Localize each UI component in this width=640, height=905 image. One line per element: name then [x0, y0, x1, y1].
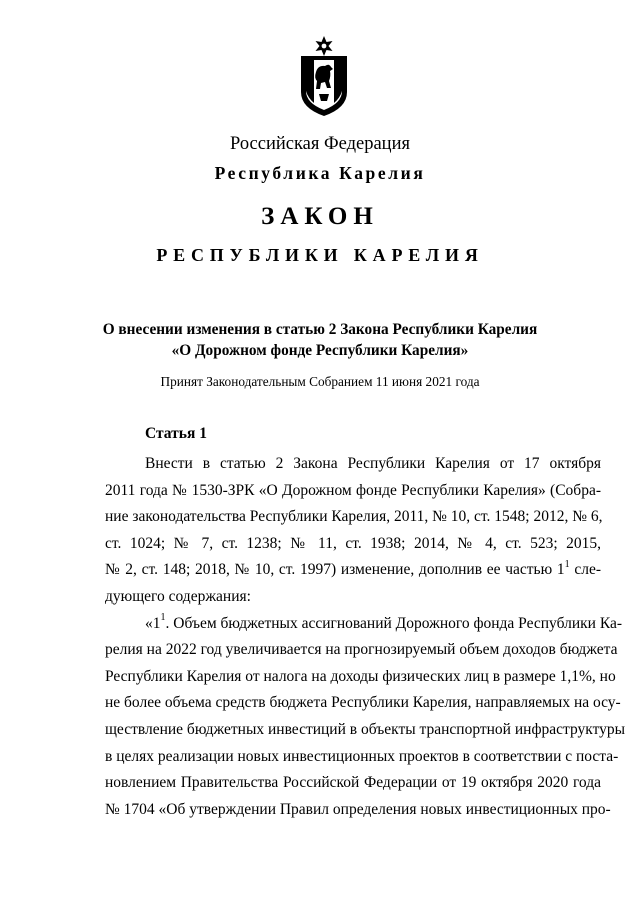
document-type-subtitle: РЕСПУБЛИКИ КАРЕЛИЯ — [156, 245, 484, 265]
article-text-line: релия на 2022 год увеличивается на прогнозируемый объем доходов бюджета — [105, 641, 618, 659]
law-title-line: О внесении изменения в статью 2 Закона Республики Карелия — [102, 321, 538, 338]
document-type: ЗАКОН — [261, 203, 379, 230]
article-text-line: не более объема средств бюджета Республики Карелия, направляемых на осу- — [105, 694, 621, 712]
article-text-line: новлением Правительства Российской Федерации от 19 октября 2020 года — [105, 774, 601, 792]
article-text-segment: сле- — [569, 561, 601, 579]
article-text-line — [105, 557, 601, 584]
article-text-line: ние законодательства Республики Карелия, 2011, № 10, ст. 1548; 2012, № 6, — [105, 508, 603, 526]
article-text-line: Республики Карелия от налога на доходы физических лиц в размере 1,1%, но — [105, 667, 616, 685]
article-text-line: Внести в статью 2 Закона Республики Карелия от 17 октября — [145, 455, 601, 472]
article-text-line — [105, 611, 622, 638]
article-text-line: ществление бюджетных инвестиций в объекты транспортной инфраструктуры — [105, 720, 626, 738]
article-text-line: № 1704 «Об утверждении Правил определения новых инвестиционных про- — [105, 800, 611, 818]
article-body — [105, 451, 626, 823]
republic-name: Республика Карелия — [214, 163, 426, 183]
article-text-line: 2011 года № 1530-ЗРК «О Дорожном фонде Республики Карелия» (Собра- — [105, 481, 601, 499]
law-title-line: «О Дорожном фонде Республики Карелия» — [171, 342, 469, 359]
article-text-segment: . Объем бюджетных ассигнований Дорожного фонда Республики Ка- — [165, 614, 622, 632]
adoption-note: Принят Законодательным Собранием 11 июня 2021 года — [160, 374, 480, 389]
superscript: 1 — [160, 612, 166, 624]
law-title — [0, 319, 640, 361]
article-text-segment: «1 — [145, 614, 161, 632]
article-text-line: в целях реализации новых инвестиционных проектов в соответствии с поста- — [105, 747, 619, 765]
article-text-segment: № 2, ст. 148; 2018, № 10, ст. 1997) изменение, дополнив ее частью 1 — [105, 561, 565, 579]
federation-name: Российская Федерация — [229, 134, 410, 154]
article-text-line: ст. 1024; № 7, ст. 1238; № 11, ст. 1938; 2014, № 4, ст. 523; 2015, — [105, 534, 601, 552]
article-text-line: дующего содержания: — [105, 587, 251, 605]
karelia-coat-of-arms-icon — [298, 36, 350, 118]
article-heading: Статья 1 — [145, 425, 207, 442]
superscript: 1 — [564, 559, 570, 571]
